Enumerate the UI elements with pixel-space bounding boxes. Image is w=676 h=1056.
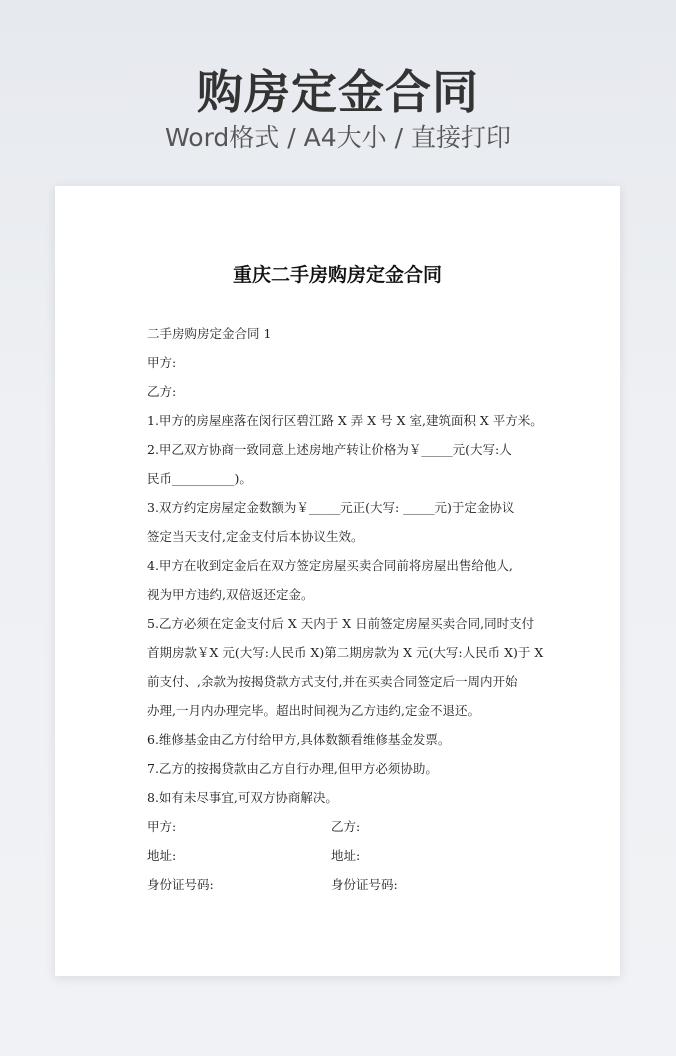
document-paper	[55, 186, 620, 976]
page-subtitle: Word格式 / A4大小 / 直接打印	[165, 123, 511, 152]
document-line: 乙方:	[147, 384, 177, 399]
document-line: 视为甲方违约,双倍返还定金。	[147, 587, 314, 602]
document-line: 二手房购房定金合同 1	[147, 326, 272, 341]
signature-address-b: 地址:	[331, 848, 361, 863]
page-title: 购房定金合同	[197, 65, 479, 119]
signature-row-party	[147, 812, 547, 841]
document-line: 首期房款￥X 元(大写:人民币 X)第二期房款为 X 元(大写:人民币 X)于 X	[147, 645, 544, 660]
signature-party-a: 甲方:	[147, 819, 177, 834]
document-line: 签定当天支付,定金支付后本协议生效。	[147, 529, 364, 544]
signature-party-b: 乙方:	[331, 819, 361, 834]
document-line: 4.甲方在收到定金后在双方签定房屋买卖合同前将房屋出售给他人,	[147, 558, 513, 573]
document-body	[147, 319, 547, 899]
document-line: 5.乙方必须在定金支付后 X 天内于 X 日前签定房屋买卖合同,同时支付	[147, 616, 535, 631]
signature-row-id	[147, 870, 547, 899]
signature-row-address	[147, 841, 547, 870]
signature-id-a: 身份证号码:	[147, 877, 214, 892]
document-line: 3.双方约定房屋定金数额为￥_____元正(大写: _____元)于定金协议	[147, 500, 515, 515]
document-line: 6.维修基金由乙方付给甲方,具体数额看维修基金发票。	[147, 732, 451, 747]
document-title: 重庆二手房购房定金合同	[232, 264, 442, 286]
document-line: 7.乙方的按揭贷款由乙方自行办理,但甲方必须协助。	[147, 761, 438, 776]
signature-id-b: 身份证号码:	[331, 877, 398, 892]
document-line: 1.甲方的房屋座落在闵行区碧江路 X 弄 X 号 X 室,建筑面积 X 平方米。	[147, 413, 543, 428]
document-line: 8.如有未尽事宜,可双方协商解决。	[147, 790, 338, 805]
signature-address-a: 地址:	[147, 848, 177, 863]
document-line: 甲方:	[147, 355, 177, 370]
document-line: 民币__________)。	[147, 471, 252, 486]
document-line: 2.甲乙双方协商一致同意上述房地产转让价格为￥_____元(大写:人	[147, 442, 512, 457]
document-line: 前支付、,余款为按揭贷款方式支付,并在买卖合同签定后一周内开始	[147, 674, 518, 689]
document-line: 办理,一月内办理完毕。超出时间视为乙方违约,定金不退还。	[147, 703, 480, 718]
